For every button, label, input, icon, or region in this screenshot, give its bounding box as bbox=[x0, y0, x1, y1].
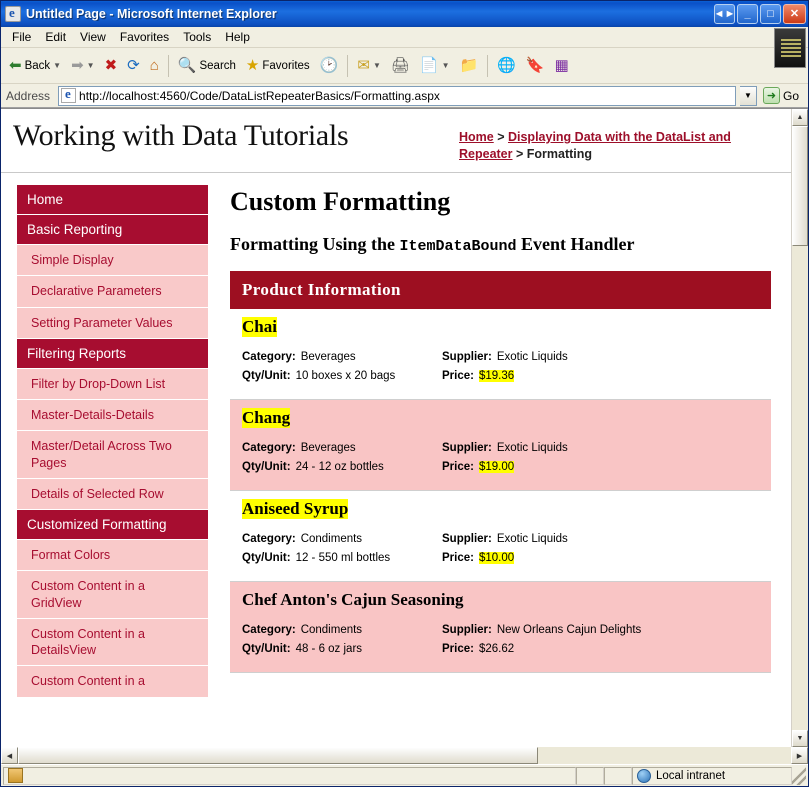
minimize-button[interactable] bbox=[737, 4, 758, 24]
page-title: Custom Formatting bbox=[230, 187, 451, 216]
price-cell bbox=[442, 461, 514, 473]
category-label: Category: bbox=[242, 623, 296, 636]
category-cell bbox=[242, 533, 442, 545]
sidebar-item-details-of-selected-row[interactable]: Details of Selected Row bbox=[17, 479, 208, 510]
product-name: Chef Anton's Cajun Seasoning bbox=[242, 589, 464, 609]
product-item bbox=[230, 582, 771, 673]
product-row-2 bbox=[242, 643, 759, 655]
history-button[interactable] bbox=[316, 51, 343, 81]
intranet-globe-icon bbox=[637, 769, 651, 783]
mail-chevron-down-icon[interactable]: ▼ bbox=[372, 61, 381, 70]
qty-cell bbox=[242, 370, 442, 382]
title-bar bbox=[1, 1, 808, 27]
favorites-label: Favorites bbox=[262, 59, 310, 72]
back-arrow-icon: ⬅ bbox=[9, 57, 22, 74]
toolbar-separator-3 bbox=[487, 55, 488, 77]
web-page bbox=[1, 109, 791, 747]
menu-view[interactable]: View bbox=[80, 30, 106, 44]
messenger-button[interactable] bbox=[493, 51, 520, 81]
close-icon: ✕ bbox=[789, 7, 800, 20]
supplier-cell bbox=[442, 351, 568, 363]
qty-label: Qty/Unit: bbox=[242, 642, 291, 655]
forward-arrow-icon: ➡ bbox=[71, 57, 84, 74]
category-value: Condiments bbox=[300, 623, 363, 636]
address-bar bbox=[1, 84, 808, 108]
chevron-down-icon: ▼ bbox=[744, 91, 752, 100]
search-label: Search bbox=[199, 59, 236, 72]
toolbar bbox=[1, 48, 808, 84]
folder-icon: 📁 bbox=[459, 57, 479, 74]
sidebar-item-filtering-reports[interactable]: Filtering Reports bbox=[17, 339, 208, 369]
favorites-button[interactable] bbox=[242, 51, 314, 81]
sidebar-item-filter-by-dropdown-list[interactable]: Filter by Drop-Down List bbox=[17, 369, 208, 400]
stop-button[interactable] bbox=[101, 51, 122, 81]
product-item bbox=[230, 309, 771, 400]
edit-page-icon: 📄 bbox=[419, 57, 439, 74]
qty-label: Qty/Unit: bbox=[242, 369, 291, 382]
address-url-text: http://localhost:4560/Code/DataListRepeaterBasics/Formatting.aspx bbox=[79, 88, 440, 103]
subtitle-pre: Formatting Using the bbox=[230, 234, 400, 254]
sidebar-item-declarative-parameters[interactable]: Declarative Parameters bbox=[17, 276, 208, 307]
mail-button[interactable] bbox=[353, 51, 385, 81]
main-content bbox=[208, 173, 791, 698]
category-cell bbox=[242, 624, 442, 636]
section-subtitle bbox=[230, 233, 771, 257]
supplier-label: Supplier: bbox=[442, 623, 492, 636]
sidebar-item-basic-reporting[interactable]: Basic Reporting bbox=[17, 215, 208, 245]
page-vertical-scrollbar[interactable] bbox=[791, 109, 808, 747]
page-horizontal-scrollbar[interactable] bbox=[1, 747, 808, 764]
search-icon: 🔍 bbox=[177, 57, 197, 74]
chevron-right-icon: ▶ bbox=[796, 752, 803, 760]
security-zone[interactable] bbox=[632, 767, 792, 785]
price-label: Price: bbox=[442, 369, 474, 382]
scroll-down-button[interactable] bbox=[792, 730, 808, 747]
qty-value: 48 - 6 oz jars bbox=[295, 642, 363, 655]
subtitle-code: ItemDataBound bbox=[399, 238, 517, 255]
minimize-glyph: _ bbox=[744, 7, 751, 20]
price-label: Price: bbox=[442, 642, 474, 655]
scroll-up-button[interactable] bbox=[792, 109, 808, 126]
product-row-2 bbox=[242, 461, 759, 473]
price-cell bbox=[442, 370, 514, 382]
category-value: Condiments bbox=[300, 532, 363, 545]
chevron-left-icon: ◀ bbox=[6, 752, 13, 760]
product-row-1 bbox=[242, 442, 759, 454]
sidebar-item-custom-content-in-a-gridview[interactable]: Custom Content in a GridView bbox=[17, 571, 208, 619]
sidebar-item-customized-formatting[interactable]: Customized Formatting bbox=[17, 510, 208, 540]
price-value: $19.00 bbox=[478, 460, 515, 473]
ie-brand-logo bbox=[774, 28, 806, 68]
home-icon: ⌂ bbox=[149, 57, 159, 74]
sidebar-item-setting-parameter-values[interactable]: Setting Parameter Values bbox=[17, 308, 208, 339]
close-button[interactable] bbox=[783, 4, 806, 24]
category-label: Category: bbox=[242, 532, 296, 545]
chevron-down-icon: ▼ bbox=[796, 735, 804, 742]
star-icon: ★ bbox=[245, 57, 260, 74]
sidebar-item-simple-display[interactable]: Simple Display bbox=[17, 245, 208, 276]
price-cell bbox=[442, 552, 514, 564]
site-title: Working with Data Tutorials bbox=[13, 119, 349, 152]
maximize-button[interactable] bbox=[760, 4, 781, 24]
mail-icon: ✉ bbox=[357, 57, 370, 74]
product-item bbox=[230, 400, 771, 491]
page-body bbox=[1, 173, 791, 698]
sidebar-item-home[interactable]: Home bbox=[17, 185, 208, 215]
edit-button[interactable] bbox=[416, 51, 454, 81]
qty-value: 24 - 12 oz bottles bbox=[295, 460, 384, 473]
qty-cell bbox=[242, 643, 442, 655]
grid-icon: ▦ bbox=[554, 57, 569, 74]
supplier-label: Supplier: bbox=[442, 532, 492, 545]
menu-tools[interactable]: Tools bbox=[183, 30, 212, 44]
research-button[interactable] bbox=[522, 51, 549, 81]
sidebar bbox=[1, 173, 208, 698]
printer-icon: 🖨 bbox=[390, 57, 410, 74]
print-button[interactable] bbox=[387, 51, 414, 81]
scroll-thumb[interactable] bbox=[792, 126, 808, 246]
price-label: Price: bbox=[442, 460, 474, 473]
restore-button[interactable] bbox=[714, 4, 735, 24]
price-value: $10.00 bbox=[478, 551, 515, 564]
sidebar-item-custom-content-in-a-detailsview[interactable]: Custom Content in a DetailsView bbox=[17, 619, 208, 667]
product-name: Chai bbox=[242, 316, 277, 336]
category-value: Beverages bbox=[300, 441, 356, 454]
category-label: Category: bbox=[242, 350, 296, 363]
menu-bar bbox=[1, 27, 808, 48]
supplier-value: Exotic Liquids bbox=[496, 441, 568, 454]
back-label: Back bbox=[24, 59, 51, 72]
qty-label: Qty/Unit: bbox=[242, 551, 291, 564]
page-header bbox=[1, 109, 791, 173]
status-bar bbox=[1, 764, 808, 786]
menu-file[interactable]: File bbox=[12, 30, 32, 44]
category-cell bbox=[242, 351, 442, 363]
supplier-label: Supplier: bbox=[442, 441, 492, 454]
product-row-2 bbox=[242, 370, 759, 382]
security-zone-label: Local intranet bbox=[656, 769, 726, 782]
address-dropdown-button[interactable] bbox=[740, 86, 757, 106]
product-row-1 bbox=[242, 351, 759, 363]
toolbar-separator bbox=[168, 55, 169, 77]
restore-glyph: ◄► bbox=[713, 7, 736, 20]
sidebar-item-master-detail-across-two-pages[interactable]: Master/Detail Across Two Pages bbox=[17, 431, 208, 479]
sidebar-item-master-details-details[interactable]: Master-Details-Details bbox=[17, 400, 208, 431]
window-title: Untitled Page - Microsoft Internet Explorer bbox=[26, 7, 277, 21]
category-value: Beverages bbox=[300, 350, 356, 363]
qty-label: Qty/Unit: bbox=[242, 460, 291, 473]
resize-grip[interactable] bbox=[792, 767, 806, 785]
breadcrumb-sep-2: > bbox=[512, 146, 527, 161]
category-cell bbox=[242, 442, 442, 454]
refresh-button[interactable] bbox=[123, 51, 144, 81]
page-viewport bbox=[1, 108, 808, 747]
price-label: Price: bbox=[442, 551, 474, 564]
page-icon bbox=[61, 88, 76, 103]
go-arrow-icon: ➜ bbox=[763, 87, 780, 104]
window-controls bbox=[714, 4, 806, 24]
maximize-glyph: □ bbox=[767, 7, 774, 20]
category-label: Category: bbox=[242, 441, 296, 454]
home-button[interactable] bbox=[146, 51, 163, 81]
chevron-up-icon: ▲ bbox=[796, 114, 804, 121]
go-label: Go bbox=[782, 88, 799, 103]
address-input[interactable] bbox=[58, 86, 736, 106]
ie-window-icon bbox=[5, 6, 21, 22]
product-name: Chang bbox=[242, 407, 291, 427]
research-icon: 🔖 bbox=[525, 57, 545, 74]
page-status-icon bbox=[8, 768, 23, 783]
encoding-button[interactable] bbox=[551, 51, 573, 81]
product-item bbox=[230, 491, 771, 582]
price-value: $26.62 bbox=[478, 642, 515, 655]
qty-cell bbox=[242, 461, 442, 473]
forward-button[interactable] bbox=[67, 51, 99, 81]
qty-cell bbox=[242, 552, 442, 564]
subtitle-post: Event Handler bbox=[516, 234, 635, 254]
datalist-header: Product Information bbox=[230, 271, 771, 309]
folder-button[interactable] bbox=[456, 51, 483, 81]
edit-chevron-down-icon[interactable]: ▼ bbox=[441, 61, 450, 70]
status-message bbox=[3, 767, 576, 785]
supplier-cell bbox=[442, 624, 641, 636]
product-row-1 bbox=[242, 624, 759, 636]
supplier-cell bbox=[442, 442, 568, 454]
hscroll-track[interactable] bbox=[18, 747, 791, 764]
status-pane-a bbox=[576, 767, 604, 785]
address-label: Address bbox=[6, 88, 51, 103]
go-button[interactable] bbox=[761, 87, 805, 104]
sidebar-item-custom-content-in-a[interactable]: Custom Content in a bbox=[17, 666, 208, 697]
product-row-2 bbox=[242, 552, 759, 564]
supplier-value: Exotic Liquids bbox=[496, 532, 568, 545]
back-button[interactable] bbox=[5, 51, 65, 81]
search-button[interactable] bbox=[174, 51, 240, 81]
sidebar-item-format-colors[interactable]: Format Colors bbox=[17, 540, 208, 571]
menu-favorites[interactable]: Favorites bbox=[119, 30, 170, 44]
menu-edit[interactable]: Edit bbox=[45, 30, 67, 44]
breadcrumb-section-link[interactable]: Displaying Data with the DataList and Repeater bbox=[459, 130, 731, 161]
supplier-value: New Orleans Cajun Delights bbox=[496, 623, 642, 636]
supplier-cell bbox=[442, 533, 568, 545]
history-icon: 🕑 bbox=[319, 57, 339, 74]
qty-value: 10 boxes x 20 bags bbox=[295, 369, 396, 382]
breadcrumb-current: Formatting bbox=[526, 146, 593, 161]
toolbar-separator-2 bbox=[347, 55, 348, 77]
supplier-value: Exotic Liquids bbox=[496, 350, 568, 363]
globe-icon: 🌐 bbox=[497, 57, 516, 74]
scroll-left-button[interactable] bbox=[1, 747, 18, 764]
back-chevron-down-icon[interactable]: ▼ bbox=[53, 61, 62, 70]
status-pane-b bbox=[604, 767, 632, 785]
scroll-track[interactable] bbox=[792, 126, 808, 730]
price-value: $19.36 bbox=[478, 369, 515, 382]
breadcrumb bbox=[459, 119, 779, 163]
scroll-right-button[interactable] bbox=[791, 747, 808, 764]
product-name: Aniseed Syrup bbox=[242, 498, 349, 518]
hscroll-thumb[interactable] bbox=[18, 747, 538, 764]
stop-icon: ✖ bbox=[104, 57, 118, 74]
qty-value: 12 - 550 ml bottles bbox=[295, 551, 391, 564]
menu-help[interactable]: Help bbox=[225, 30, 250, 44]
supplier-label: Supplier: bbox=[442, 350, 492, 363]
breadcrumb-home-link[interactable]: Home bbox=[459, 130, 494, 144]
forward-chevron-down-icon[interactable]: ▼ bbox=[86, 61, 95, 70]
refresh-icon: ⟳ bbox=[127, 57, 140, 74]
price-cell bbox=[442, 643, 514, 655]
breadcrumb-sep-1: > bbox=[493, 130, 508, 144]
product-row-1 bbox=[242, 533, 759, 545]
